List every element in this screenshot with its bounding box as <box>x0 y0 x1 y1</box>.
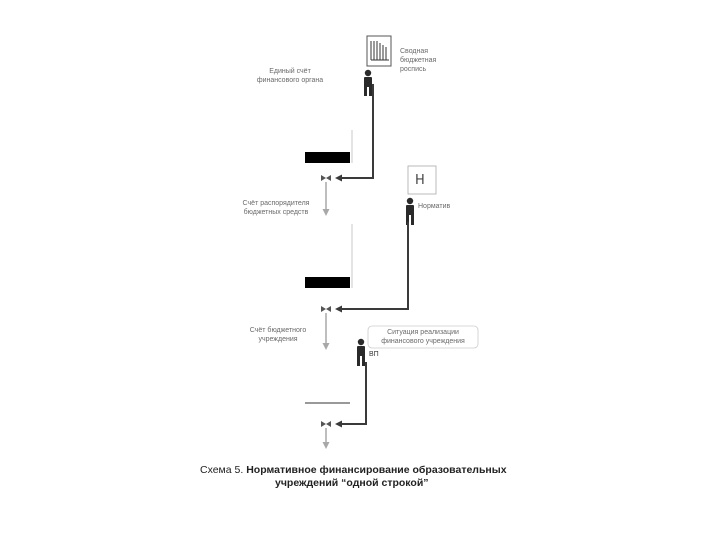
single-account-label <box>240 67 340 85</box>
arrowhead <box>335 306 342 313</box>
vp-label: ВП <box>369 351 379 358</box>
label-line: финансового органа <box>256 77 324 84</box>
single-account-bar <box>305 152 350 163</box>
label-line: Ситуация реализации <box>387 329 459 336</box>
label-line: Счёт бюджетного <box>249 327 307 334</box>
label-line: Единый счёт <box>269 68 311 75</box>
spending-note-label <box>370 328 476 346</box>
diagram-caption <box>200 464 530 490</box>
caption-line-2 <box>200 477 530 490</box>
institution-account-label <box>228 326 328 344</box>
label-line: Счёт распорядителя <box>242 200 310 207</box>
flow-line-institution-spending <box>341 362 366 424</box>
norms-h-letter: Н <box>415 173 425 188</box>
valve-node <box>321 175 331 181</box>
person-icon <box>364 70 372 96</box>
label-line: Сводная <box>400 48 429 55</box>
label-line: бюджетных средств <box>243 209 309 216</box>
flow-line-norms-to-institution <box>341 222 408 309</box>
manager-account-label <box>220 199 332 217</box>
caption-line-1 <box>200 464 530 477</box>
manager-account-bar <box>305 277 350 288</box>
valve-node <box>321 421 331 427</box>
caption-prefix: Схема 5. <box>200 464 244 476</box>
person-icon <box>406 198 414 225</box>
caption-title-1: Нормативное финансирование образовательных <box>246 464 507 476</box>
arrowhead <box>335 175 342 182</box>
caption-title-2: учреждений “одной строкой” <box>275 477 429 489</box>
person-icon <box>357 339 365 366</box>
budget-list-document-icon <box>367 36 391 66</box>
arrowhead <box>335 421 342 428</box>
valve-node <box>321 306 331 312</box>
label-line: учреждения <box>258 336 298 343</box>
gray-arrowhead <box>323 442 330 449</box>
label-line: роспись <box>400 66 427 73</box>
label-line: бюджетная <box>400 57 437 64</box>
norms-label: Норматив <box>418 203 451 210</box>
gray-arrowhead <box>323 343 330 350</box>
budget-list-label <box>400 47 460 74</box>
label-line: финансового учреждения <box>381 338 465 345</box>
flow-line-budget-to-single-account <box>341 84 373 178</box>
